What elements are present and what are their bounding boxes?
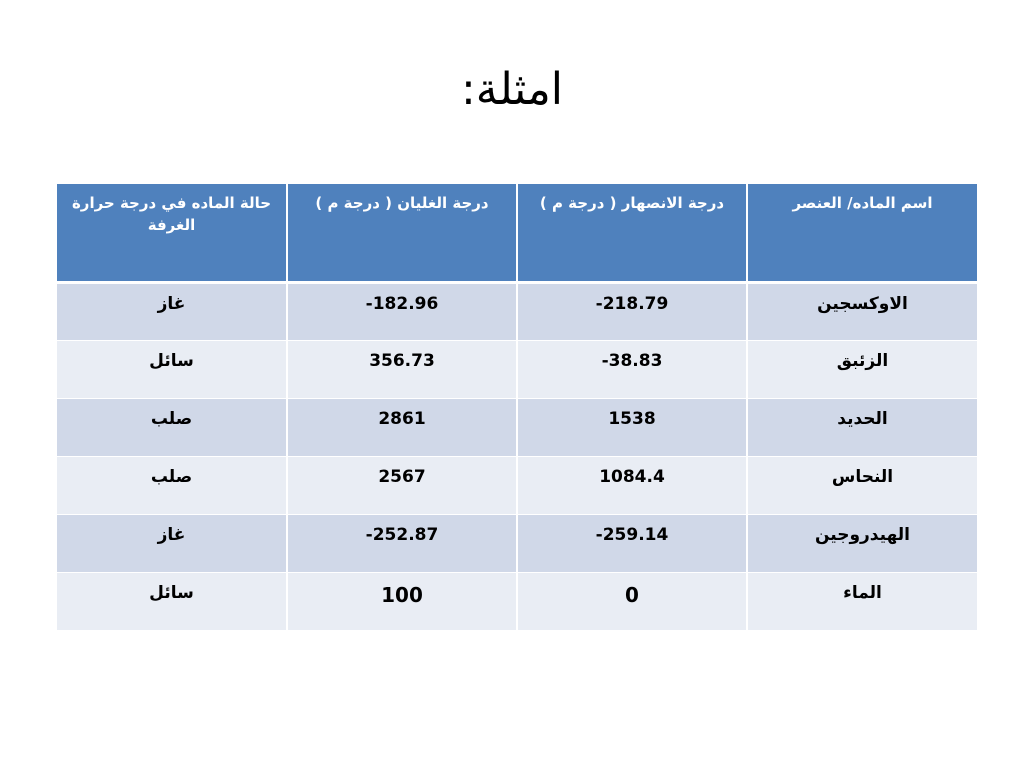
cell-name: الماء — [747, 572, 977, 630]
boiling-value: 100 — [381, 582, 423, 607]
cell-name: الزئبق — [747, 340, 977, 398]
boiling-value: -182.96 — [365, 293, 439, 314]
cell-melting — [517, 572, 747, 630]
table-row — [57, 340, 977, 398]
cell-melting — [517, 514, 747, 572]
melting-value: -38.83 — [601, 350, 663, 371]
cell-name: الاوكسجين — [747, 282, 977, 340]
elements-table — [57, 184, 977, 631]
cell-name: الهيدروجين — [747, 514, 977, 572]
header-boiling-point: درجة الغليان ( درجة م ) — [287, 184, 517, 282]
boiling-value: -252.87 — [365, 524, 439, 545]
cell-boiling — [287, 340, 517, 398]
cell-state: غاز — [57, 282, 287, 340]
table-row — [57, 572, 977, 630]
cell-melting — [517, 398, 747, 456]
table-row — [57, 456, 977, 514]
slide-title: امثلة: — [460, 64, 564, 115]
melting-value: -218.79 — [595, 293, 669, 314]
cell-state: سائل — [57, 340, 287, 398]
cell-state: صلب — [57, 456, 287, 514]
boiling-value: 2861 — [378, 408, 426, 429]
cell-boiling — [287, 514, 517, 572]
cell-melting — [517, 282, 747, 340]
cell-name: الحديد — [747, 398, 977, 456]
header-room-temp-state: حالة الماده في درجة حرارة الغرفة — [57, 184, 287, 282]
melting-value: 0 — [625, 582, 639, 607]
cell-state: غاز — [57, 514, 287, 572]
cell-state: صلب — [57, 398, 287, 456]
melting-value: 1538 — [608, 408, 656, 429]
header-substance-name: اسم الماده/ العنصر — [747, 184, 977, 282]
melting-value: -259.14 — [595, 524, 669, 545]
cell-state: سائل — [57, 572, 287, 630]
boiling-value: 2567 — [378, 466, 426, 487]
table-header-row — [57, 184, 977, 282]
header-melting-point: درجة الانصهار ( درجة م ) — [517, 184, 747, 282]
table-row — [57, 514, 977, 572]
cell-boiling — [287, 398, 517, 456]
cell-boiling — [287, 282, 517, 340]
cell-melting — [517, 340, 747, 398]
cell-boiling — [287, 456, 517, 514]
cell-name: النحاس — [747, 456, 977, 514]
cell-melting — [517, 456, 747, 514]
table-row — [57, 282, 977, 340]
boiling-value: 356.73 — [369, 350, 435, 371]
table-row — [57, 398, 977, 456]
melting-value: 1084.4 — [599, 466, 665, 487]
cell-boiling — [287, 572, 517, 630]
